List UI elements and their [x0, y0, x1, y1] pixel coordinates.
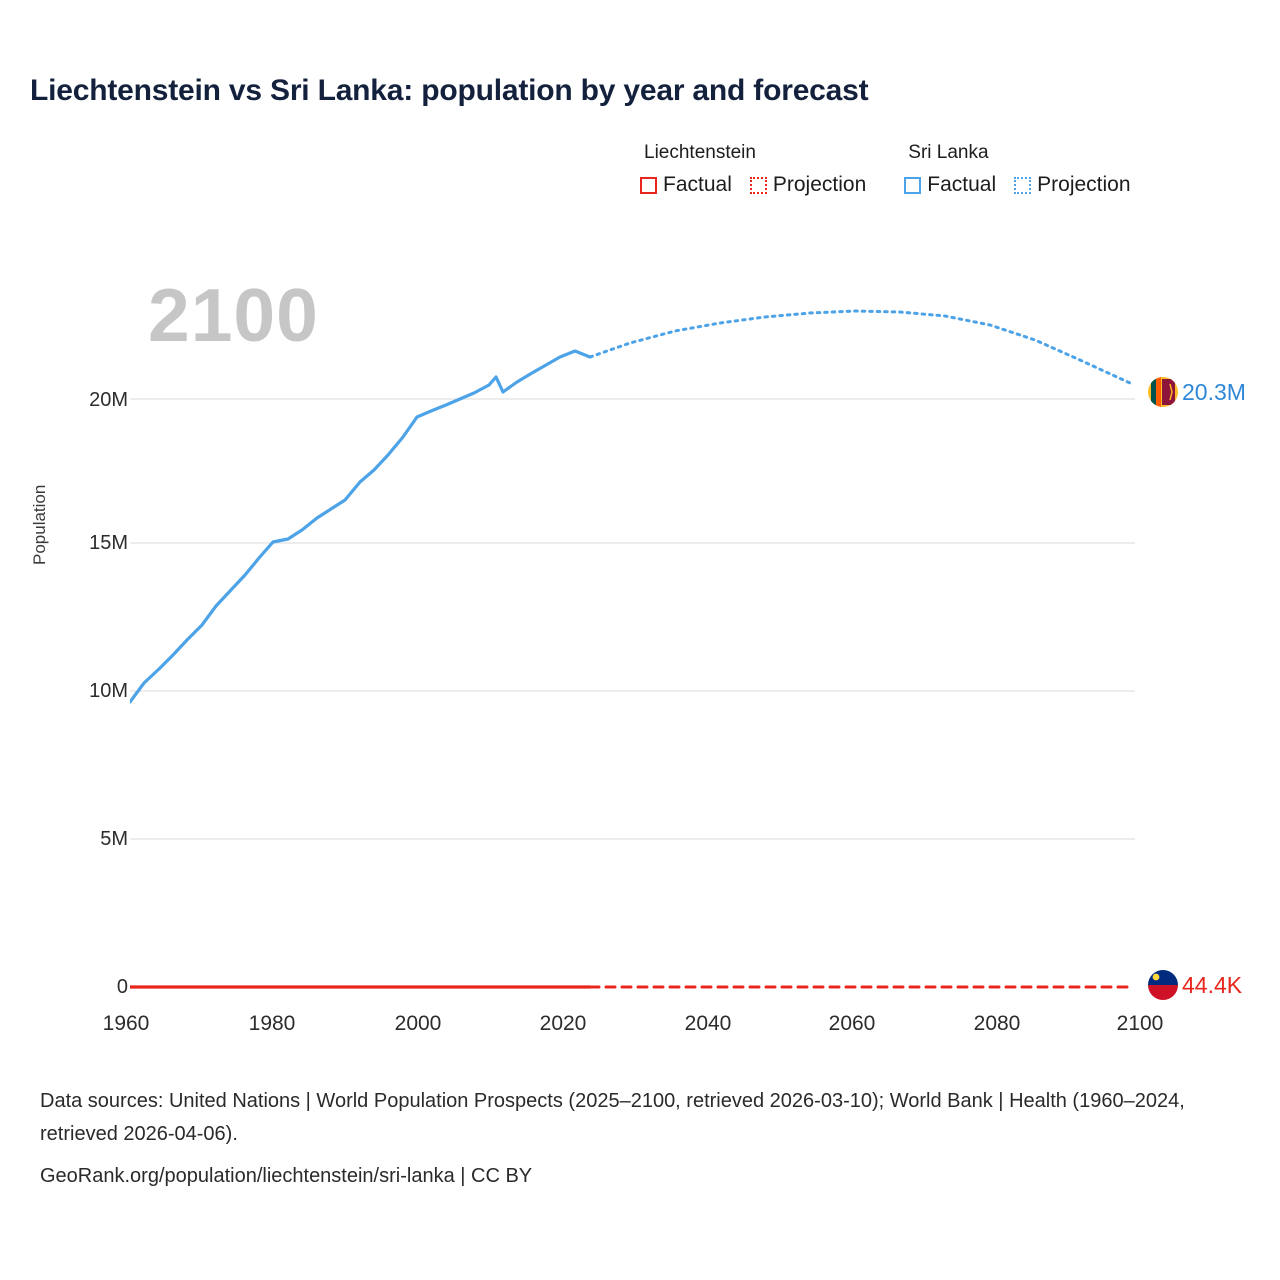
- y-tick-label-4: 20M: [89, 389, 128, 411]
- x-tick-label-2020: 2020: [539, 1012, 587, 1035]
- legend-swatch-solid-icon: [640, 177, 657, 194]
- legend-swatch-dotted-icon: [750, 177, 767, 194]
- legend-item-sri-lanka-projection[interactable]: [1014, 173, 1130, 197]
- footer: [40, 1085, 1250, 1193]
- series-line-sri-lanka-factual: [130, 351, 590, 702]
- x-tick-label-1980: 1980: [248, 1012, 296, 1035]
- legend-item-label: Projection: [1037, 173, 1131, 196]
- chart-legend: [640, 142, 1131, 197]
- legend-group-sri-lanka: [904, 142, 1130, 197]
- liechtenstein-flag-icon: [1148, 970, 1178, 1000]
- legend-item-label: Projection: [772, 173, 867, 196]
- end-value-sri-lanka: 20.3M: [1182, 378, 1246, 405]
- y-tick-label-3: 15M: [89, 532, 128, 554]
- legend-group-title: Sri Lanka: [908, 142, 989, 163]
- x-tick-label-2080: 2080: [973, 1012, 1021, 1035]
- legend-item-label: Factual: [663, 173, 732, 196]
- end-marker-liechtenstein: [1148, 970, 1242, 1000]
- plot-area: [130, 265, 1135, 985]
- sri-lanka-flag-icon: [1148, 377, 1178, 407]
- end-marker-sri-lanka: [1148, 377, 1246, 407]
- x-tick-label-2060: 2060: [828, 1012, 876, 1035]
- legend-group-title: Liechtenstein: [644, 142, 756, 163]
- x-tick-label-2040: 2040: [684, 1012, 732, 1035]
- y-axis-label: Population: [30, 484, 49, 565]
- legend-group-liechtenstein: [640, 142, 866, 197]
- source-link-text[interactable]: GeoRank.org/population/liechtenstein/sri-lanka | CC BY: [40, 1165, 533, 1187]
- series-line-sri-lanka-projection: [590, 311, 1130, 383]
- end-value-liechtenstein: 44.4K: [1182, 971, 1243, 998]
- legend-item-liechtenstein-factual[interactable]: [640, 173, 732, 197]
- legend-item-liechtenstein-projection[interactable]: [750, 173, 866, 197]
- year-watermark: 2100: [148, 273, 319, 357]
- y-tick-label-0: 0: [116, 976, 128, 998]
- data-sources-text: Data sources: United Nations | World Population Prospects (2025–2100, retrieved 2026-03-10); World Bank | Health (1960–2024, retrieved 2026-04-06).: [40, 1090, 1185, 1145]
- x-tick-label-2100: 2100: [1116, 1012, 1164, 1035]
- y-tick-label-2: 10M: [89, 680, 128, 702]
- legend-swatch-dotted-icon: [1014, 177, 1031, 194]
- y-tick-label-1: 5M: [100, 828, 128, 850]
- legend-item-sri-lanka-factual[interactable]: [904, 173, 996, 197]
- legend-swatch-solid-icon: [904, 177, 921, 194]
- gridlines: [130, 399, 1135, 839]
- page-title: Liechtenstein vs Sri Lanka: population by year and forecast: [30, 74, 869, 107]
- legend-item-label: Factual: [927, 173, 997, 196]
- x-tick-label-2000: 2000: [394, 1012, 442, 1035]
- x-tick-label-1960: 1960: [102, 1012, 150, 1035]
